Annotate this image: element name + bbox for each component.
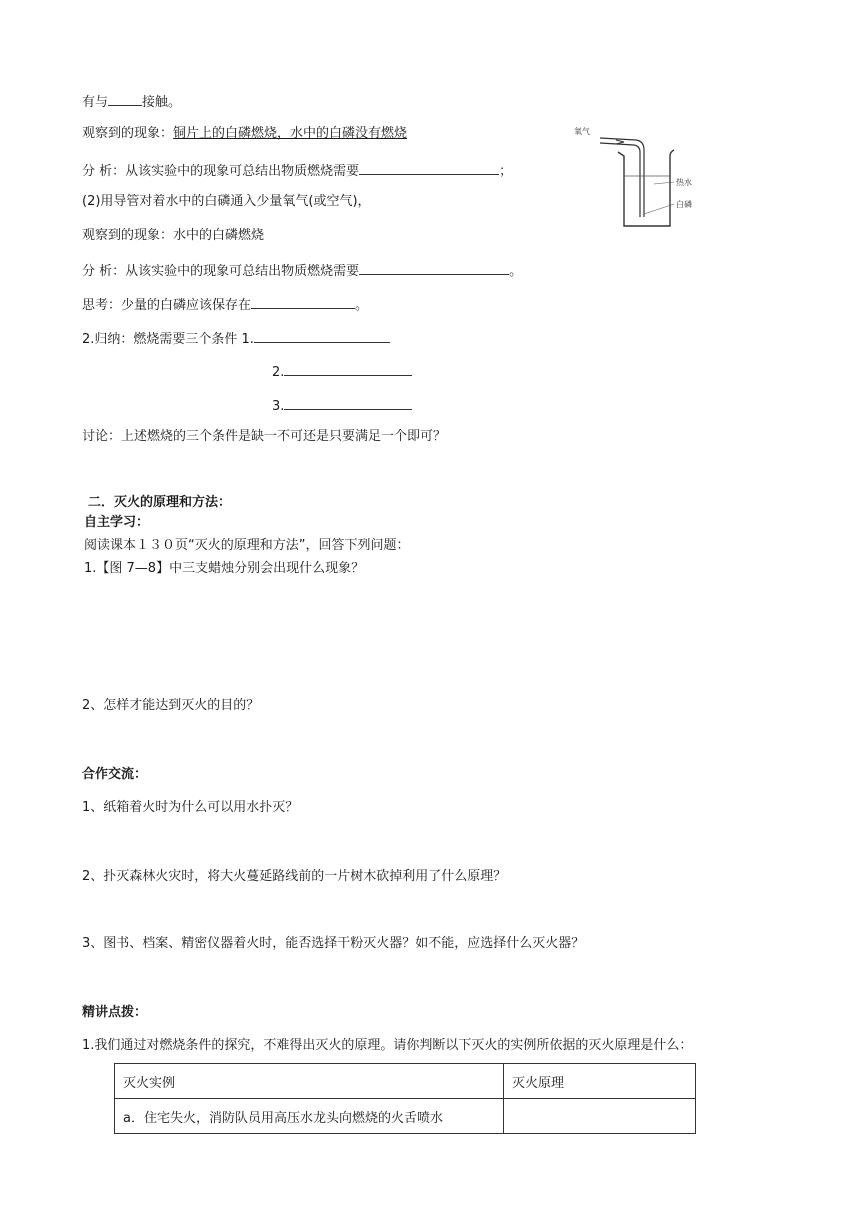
condition-2-label: 2.: [272, 365, 285, 380]
self-study-heading: 自主学习：: [84, 515, 150, 530]
analysis-1-text: 分 析：从该实验中的现象可总结出物质燃烧需要: [82, 164, 360, 179]
gas-tube: [600, 138, 644, 217]
extinguish-table: [114, 1063, 696, 1134]
think-end: 。: [355, 298, 369, 313]
contact-suffix: 接触。: [142, 95, 182, 110]
observation-1: [82, 125, 407, 143]
cooperation-q1: 1、纸箱着火时为什么可以用水扑灭？: [82, 800, 299, 815]
reading-instruction: 阅读课本１３０页“灭火的原理和方法”，回答下列问题：: [84, 538, 410, 553]
oxygen-label: 氧气: [574, 127, 590, 136]
analysis-1: [82, 160, 512, 181]
condition-2-blank[interactable]: [284, 361, 412, 376]
arrow: [616, 140, 624, 142]
table-header-row: [115, 1064, 696, 1099]
contact-prefix: 有与: [82, 95, 109, 110]
hot-water-label: 热水: [676, 178, 692, 187]
table-cell-example: a．住宅失火，消防队员用高压水龙头向燃烧的火舌喷水: [115, 1099, 504, 1134]
analysis-2-end: 。: [509, 264, 523, 279]
summary-text: 2.归纳：燃烧需要三个条件 1.: [82, 332, 254, 347]
observation-2: 观察到的现象：水中的白磷燃烧: [82, 228, 265, 243]
pointer: [654, 182, 674, 184]
condition-1-blank[interactable]: [254, 328, 390, 343]
discussion: 讨论：上述燃烧的三个条件是缺一不可还是只要满足一个即可？: [82, 429, 447, 444]
analysis-2: [82, 260, 522, 281]
table-header-principle: 灭火原理: [504, 1064, 696, 1099]
condition-2-line: [272, 361, 412, 382]
table-header-example: 灭火实例: [115, 1064, 504, 1099]
cooperation-q2: 2、扑灭森林火灾时，将大火蔓延路线前的一片树木砍掉利用了什么原理？: [82, 869, 507, 884]
guidance-text: 1.我们通过对燃烧条件的探究，不难得出灭火的原理。请你判断以下灭火的实例所依据的灭火原理是什么：: [82, 1038, 693, 1053]
answer-blank[interactable]: [108, 91, 142, 106]
answer-blank[interactable]: [359, 260, 509, 275]
step-2: (2)用导管对着水中的白磷通入少量氧气(或空气)，: [82, 194, 371, 209]
observation-1-text: 铜片上的白磷燃烧，水中的白磷没有燃烧: [173, 126, 408, 141]
guidance-heading: 精讲点拨：: [82, 1005, 148, 1020]
answer-blank[interactable]: [359, 160, 499, 175]
question-extinguish: 2、怎样才能达到灭火的目的？: [82, 698, 260, 713]
section-2-heading: 二．灭火的原理和方法：: [88, 495, 232, 510]
table-cell-principle[interactable]: [504, 1099, 696, 1134]
answer-blank[interactable]: [251, 294, 355, 309]
analysis-2-text: 分 析：从该实验中的现象可总结出物质燃烧需要: [82, 264, 360, 279]
beaker-diagram: [572, 122, 714, 234]
think-line: [82, 294, 368, 315]
think-text: 思考：少量的白磷应该保存在: [82, 298, 252, 313]
cooperation-q3: 3、图书、档案、精密仪器着火时，能否选择干粉灭火器？如不能，应选择什么灭火器？: [82, 936, 585, 951]
contact-line: [82, 91, 181, 112]
condition-3-blank[interactable]: [284, 395, 412, 410]
analysis-1-end: ；: [499, 164, 513, 179]
white-phosphorus-label: 白磷: [676, 200, 692, 209]
beaker: [618, 150, 674, 226]
cooperation-heading: 合作交流：: [82, 767, 148, 782]
observation-label: 观察到的现象：: [82, 126, 174, 141]
condition-3-label: 3.: [272, 399, 285, 414]
summary-line: [82, 328, 390, 349]
condition-3-line: [272, 395, 412, 416]
table-row: [115, 1099, 696, 1134]
question-candles: 1.【图 7—8】中三支蜡烛分别会出现什么现象？: [84, 561, 365, 576]
